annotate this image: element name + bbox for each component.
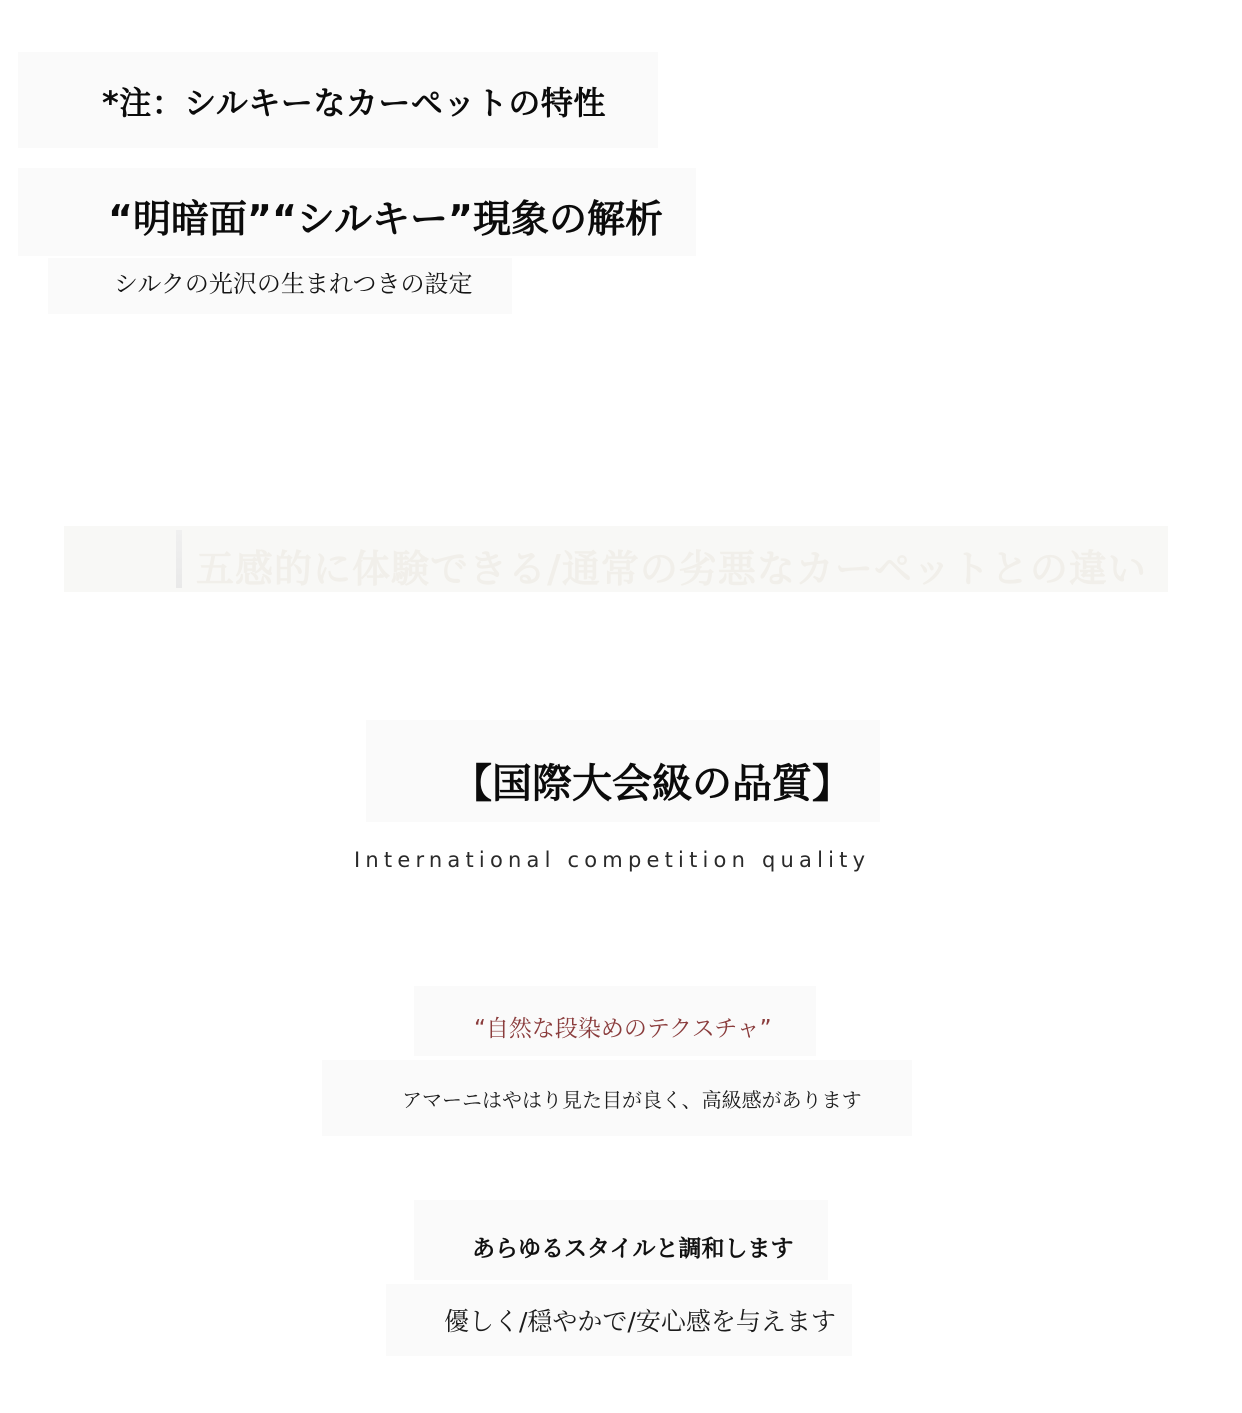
texture-description: アマーニはやはり見た目が良く、高級感があります: [402, 1088, 862, 1112]
style-title: あらゆるスタイルと調和します: [472, 1236, 794, 1262]
texture-title: “自然な段染めのテクスチャ”: [474, 1016, 772, 1042]
faded-banner-marker: [176, 530, 182, 588]
style-description: 優しく/穏やかで/安心感を与えます: [444, 1307, 836, 1336]
faded-banner-text: 五感的に体験できる/通常の劣悪なカーペットとの違い: [196, 547, 1147, 591]
setting-text: シルクの光沢の生まれつきの設定: [114, 270, 473, 298]
analysis-title: “明暗面”“シルキー”現象の解析: [108, 197, 663, 241]
quality-subtitle: International competition quality: [354, 848, 871, 872]
note-title: *注：シルキーなカーペットの特性: [102, 84, 606, 122]
quality-title: 【国際大会級の品質】: [452, 761, 852, 807]
